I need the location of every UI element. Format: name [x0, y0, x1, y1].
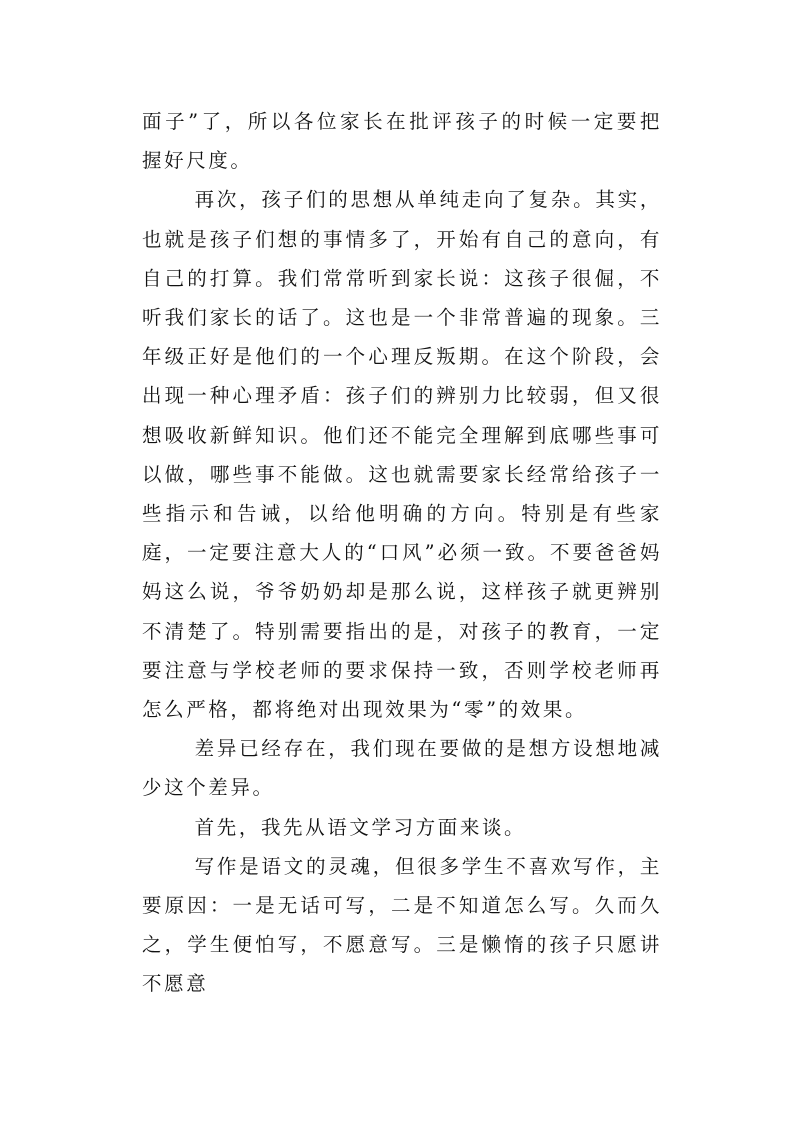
- paragraph-1: 面子”了，所以各位家长在批评孩子的时候一定要把握好尺度。: [142, 110, 662, 173]
- paragraph-4: 首先，我先从语文学习方面来谈。: [194, 815, 527, 839]
- paragraph-2: 再次，孩子们的思想从单纯走向了复杂。其实，也就是孩子们想的事情多了，开始有自己的意向，有自己的打算。我们常常听到家长说：这孩子很倔，不听我们家长的话了。这也是一个非常普遍的现象。三年级正好是他们的一个心理反叛期。在这个阶段，会出现一种心理矛盾：孩子们的辨别力比较弱，但又很想吸收新鲜知识。他们还不能完全理解到底哪些事可以做，哪些事不能做。这也就需要家长经常给孩子一些指示和告诫，以给他明确的方向。特别是有些家庭，一定要注意大人的“口风”必须一致。不要爸爸妈妈这么说，爷爷奶奶却是那么说，这样孩子就更辨别不清楚了。特别需要指出的是，对孩子的教育，一定要注意与学校老师的要求保持一致，否则学校老师再怎么严格，都将绝对出现效果为“零”的效果。: [142, 188, 662, 722]
- paragraph-5: 写作是语文的灵魂，但很多学生不喜欢写作，主要原因：一是无话可写，二是不知道怎么写。久而久之，学生便怕写，不愿意写。三是懒惰的孩子只愿讲不愿意: [142, 854, 662, 996]
- paragraph-3: 差异已经存在，我们现在要做的是想方设想地减少这个差异。: [142, 737, 662, 800]
- document-body: [142, 102, 662, 1004]
